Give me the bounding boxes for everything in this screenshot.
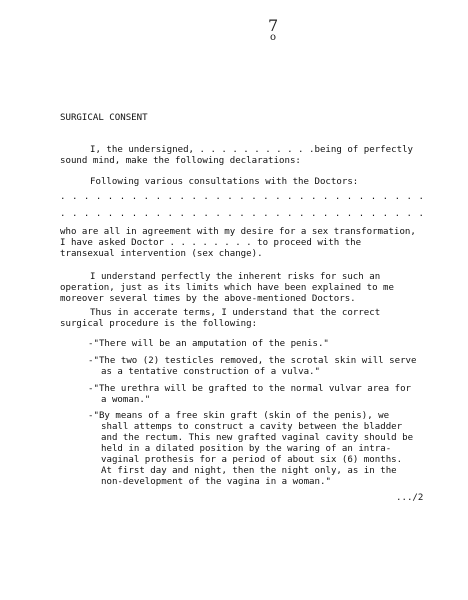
list-item-continued: non-development of the vagina in a woman." [101, 477, 331, 487]
paragraph-line: operation, just as its limits which have been explained to me [60, 283, 394, 293]
paragraph-line: Thus in accerate terms, I understand that the correct [90, 308, 381, 318]
list-item: -"There will be an amputation of the penis." [88, 339, 329, 349]
document-title: SURGICAL CONSENT [60, 113, 148, 123]
list-item-continued: vaginal prothesis for a period of about six (6) months. [101, 455, 403, 465]
list-item: -"The two (2) testicles removed, the scrotal skin will serve [88, 356, 417, 366]
paragraph-line: surgical procedure is the following: [60, 319, 258, 329]
paragraph-line: Following various consultations with the Doctors: [90, 177, 359, 187]
list-item-continued: At first day and night, then the night only, as in the [101, 466, 397, 476]
list-item-continued: held in a dilated position by the waring of an intra- [101, 444, 392, 454]
paragraph-line: who are all in agreement with my desire for a sex transformation, [60, 227, 416, 237]
paragraph-line: transexual intervention (sex change). [60, 249, 263, 259]
paragraph-line: moreover several times by the above-mentioned Doctors. [60, 294, 356, 304]
handwritten-number: 7 [268, 16, 279, 35]
paragraph-line: I understand perfectly the inherent risks for such an [90, 272, 381, 282]
list-item-continued: and the rectum. This new grafted vaginal cavity should be [101, 433, 414, 443]
paragraph-line: sound mind, make the following declarations: [60, 156, 301, 166]
dotted-line: . . . . . . . . . . . . . . . . . . . . . . . . . . . . . . . [60, 192, 425, 202]
list-item-continued: a woman." [101, 395, 151, 405]
list-item-continued: shall attemps to construct a cavity between the bladder [101, 422, 403, 432]
paragraph-line: I have asked Doctor . . . . . . . . to proceed with the [60, 238, 362, 248]
dotted-line: . . . . . . . . . . . . . . . . . . . . . . . . . . . . . . . [60, 209, 425, 219]
handwritten-circle: o [270, 32, 277, 43]
page-continuation: .../2 [396, 493, 424, 503]
paragraph-line: I, the undersigned, . . . . . . . . . . .being of perfectly [90, 145, 414, 155]
list-item: -"By means of a free skin graft (skin of the penis), we [88, 411, 390, 421]
list-item-continued: as a tentative construction of a vulva." [101, 367, 320, 377]
list-item: -"The urethra will be grafted to the normal vulvar area for [88, 384, 412, 394]
